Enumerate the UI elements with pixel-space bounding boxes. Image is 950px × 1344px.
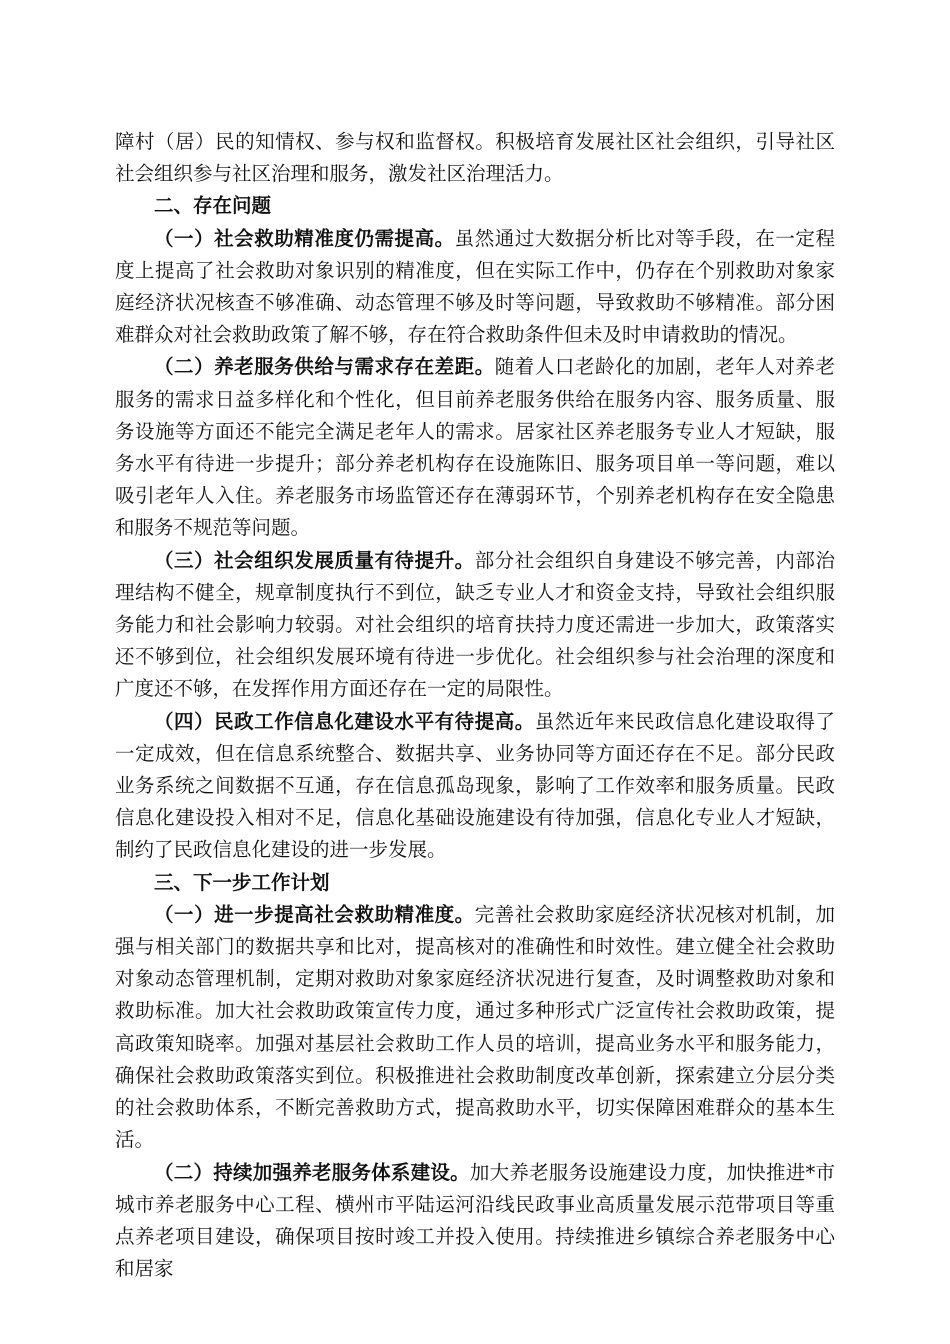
paragraph-lead: （一）社会救助精准度仍需提高。 <box>154 226 455 250</box>
document-body <box>115 126 835 1285</box>
paragraph-text: 部分社会组织自身建设不够完善，内部治理结构不健全，规章制度执行不到位，缺乏专业人才和资金支持，导致社会组织服务能力和社会影响力较弱。对社会组织的培育扶持力度还需进一步加大，政策落实还不够到位，社会组织发展环境有待进一步优化。社会组织参与社会治理的深度和广度还不够，在发挥作用方面还存在一定的局限性。 <box>115 548 835 701</box>
section-heading-problems: 二、存在问题 <box>154 194 272 218</box>
paragraph-text: 虽然近年来民政信息化建设取得了一定成效，但在信息系统整合、数据共享、业务协同等方面还存在不足。部分民政业务系统之间数据不互通，存在信息孤岛现象，影响了工作效率和服务质量。民政信息化建设投入相对不足，信息化基础设施建设有待加强，信息化专业人才短缺，制约了民政信息化建设的进一步发展。 <box>115 709 835 862</box>
paragraph-text: 加大养老服务设施建设力度，加快推进*市城市养老服务中心工程、横州市平陆运河沿线民政事业高质量发展示范带项目等重点养老项目建设，确保项目按时竣工并投入使用。持续推进乡镇综合养老服务中心和居家 <box>115 1160 835 1281</box>
paragraph-problem-2 <box>115 351 835 544</box>
paragraph-lead: （二）养老服务供给与需求存在差距。 <box>154 355 495 379</box>
paragraph-lead: （一）进一步提高社会救助精准度。 <box>154 902 475 926</box>
paragraph-text: 虽然通过大数据分析比对等手段，在一定程度上提高了社会救助对象识别的精准度，但在实际工作中，仍存在个别救助对象家庭经济状况核查不够准确、动态管理不够及时等问题，导致救助不够精准。部分困难群众对社会救助政策了解不够，存在符合救助条件但未及时申请救助的情况。 <box>115 226 835 347</box>
paragraph-problem-1 <box>115 223 835 352</box>
section-heading-next-steps: 三、下一步工作计划 <box>154 870 330 894</box>
paragraph-continuation: 障村（居）民的知情权、参与权和监督权。积极培育发展社区社会组织，引导社区社会组织参与社区治理和服务，激发社区治理活力。 <box>115 130 835 186</box>
paragraph-text: 随着人口老龄化的加剧，老年人对养老服务的需求日益多样化和个性化，但目前养老服务供给在服务内容、服务质量、服务设施等方面还不能完全满足老年人的需求。居家社区养老服务专业人才短缺，服务水平有待进一步提升；部分养老机构存在设施陈旧、服务项目单一等问题，难以吸引老年人入住。养老服务市场监管还存在薄弱环节，个别养老机构存在安全隐患和服务不规范等问题。 <box>115 355 835 540</box>
paragraph-problem-4 <box>115 706 835 867</box>
paragraph-lead: （三）社会组织发展质量有待提升。 <box>154 548 475 572</box>
paragraph-lead: （四）民政工作信息化建设水平有待提高。 <box>154 709 535 733</box>
paragraph-plan-1 <box>115 899 835 1157</box>
paragraph-text: 完善社会救助家庭经济状况核对机制，加强与相关部门的数据共享和比对，提高核对的准确性和时效性。建立健全社会救助对象动态管理机制，定期对救助对象家庭经济状况进行复查，及时调整救助对象和救助标准。加大社会救助政策宣传力度，通过多种形式广泛宣传社会救助政策，提高政策知晓率。加强对基层社会救助工作人员的培训，提高业务水平和服务能力，确保社会救助政策落实到位。积极推进社会救助制度改革创新，探索建立分层分类的社会救助体系，不断完善救助方式，提高救助水平，切实保障困难群众的基本生活。 <box>115 902 835 1152</box>
paragraph-lead: （二）持续加强养老服务体系建设。 <box>154 1160 470 1184</box>
paragraph-problem-3 <box>115 545 835 706</box>
paragraph-plan-2 <box>115 1157 835 1286</box>
